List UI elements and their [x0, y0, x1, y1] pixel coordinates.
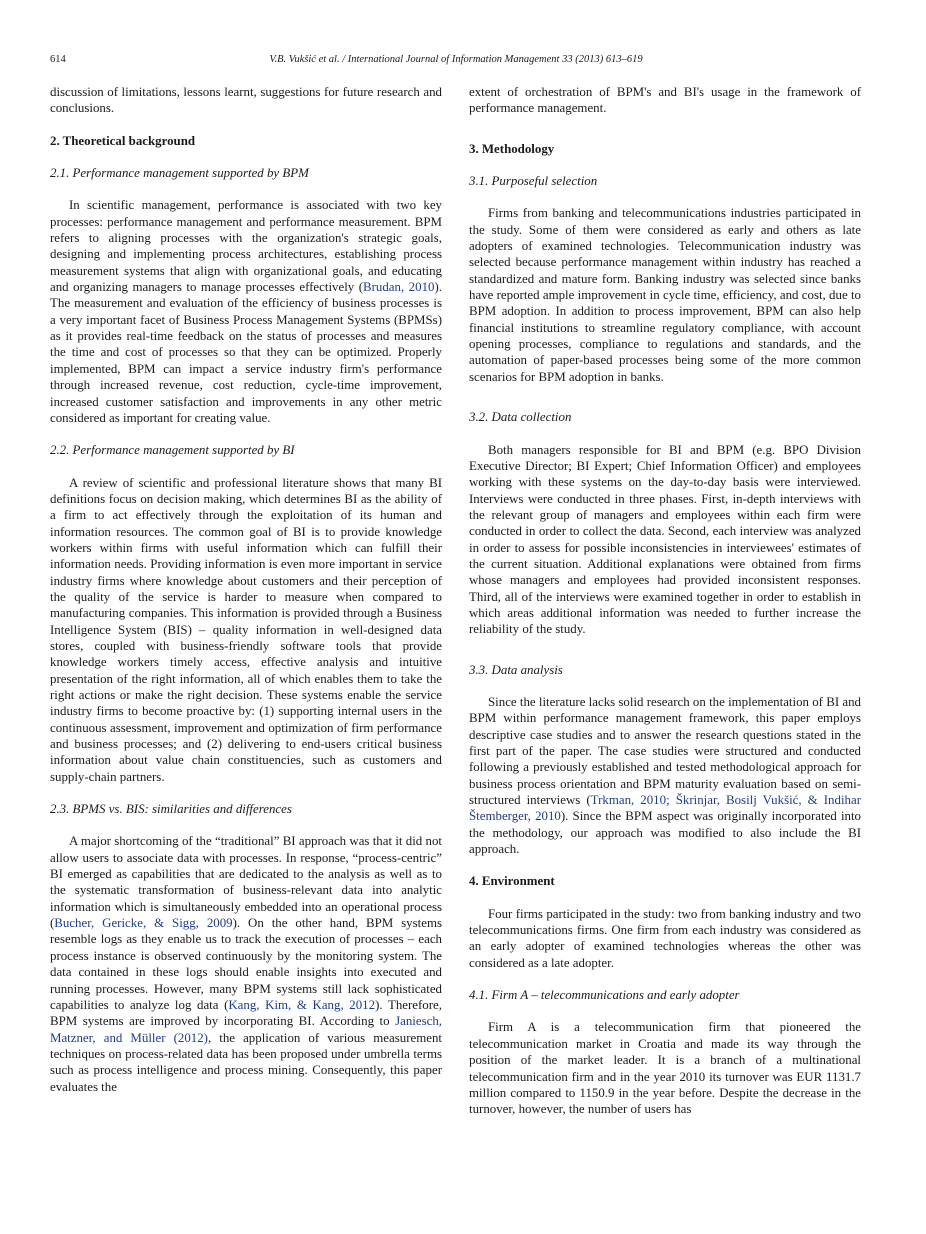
paragraph-3-3: [469, 694, 861, 857]
heading-4-1: 4.1. Firm A – telecommunications and early adopter: [469, 988, 740, 1003]
right-column: [469, 84, 861, 1118]
text-run: ). Therefore, BPM systems are improved by incorporating BI. According to: [50, 997, 442, 1029]
text-run: ). The measurement and evaluation of the efficiency of business processes is a very important facet of Business Process Management Systems (BPMSs) as it provides real-time feedback on the status of processes and measures the time and cost of processes so that they can be optimized. Properly implemented, BPM can impact a service industry firm's performance through increased revenue, cost reduction, cycle-time improvement, increased customer satisfaction and improvements in any other metric considered as important for creating value.: [50, 280, 442, 425]
journal-citation: V.B. Vukšić et al. / International Journal of Information Management 33 (2013) 613–619: [269, 54, 643, 65]
citation-link[interactable]: Brudan, 2010: [363, 280, 435, 295]
text-run: ). Since the BPM aspect was originally incorporated into the methodology, our approach was modified to also include the BI approach.: [469, 809, 861, 857]
running-header: [50, 54, 862, 70]
left-column: [50, 84, 442, 1095]
paragraph-intro-end: discussion of limitations, lessons learnt, suggestions for future research and conclusions.: [50, 85, 442, 116]
heading-environment: 4. Environment: [469, 874, 555, 889]
citation-link[interactable]: Janiesch, Matzner, and Müller (2012): [50, 1014, 442, 1045]
paragraph-4: Four firms participated in the study: two from banking industry and two telecommunications firms. One firm from each industry was considered as an early adopter of examined technologies whereas the other was considered as a late adopter.: [469, 906, 861, 970]
heading-methodology: 3. Methodology: [469, 141, 555, 156]
heading-3-2: 3.2. Data collection: [469, 410, 572, 425]
paragraph-3-2: Both managers responsible for BI and BPM (e.g. BPO Division Executive Director; BI Expert; Chief Information Officer) and employees working with these systems on the day-to-day basis were interviewed. Interviews were conducted in three phases. First, in-depth interviews with the relevant group of managers and employees within each firm were conducted in order to collect the data. Second, each interview was analyzed in order to assess for possible inconsistencies in interviewees' estimates of the current situation. Additional explanations were obtained from firms whose managers and employees had provided inconsistent responses. Third, all of the interviews were examined together in order to establish in which areas additional information was needed to further increase the reliability of the study.: [469, 442, 861, 637]
heading-3-3: 3.3. Data analysis: [469, 662, 563, 677]
citation-link[interactable]: Bucher, Gericke, & Sigg, 2009: [54, 916, 233, 931]
heading-2-3: 2.3. BPMS vs. BIS: similarities and differences: [50, 802, 292, 817]
heading-2-2: 2.2. Performance management supported by BI: [50, 443, 295, 458]
paragraph-3-1: Firms from banking and telecommunications industries participated in the study. Some of them were considered as early and others as late adopters of examined technologies. Telecommunication industry was selected because performance management within industry has reached a standardized and mature form. Banking industry was selected since banks have reported ample improvement in cycle time, efficiency, and cost, due to BPM adoption. In addition to process improvement, BPM can also help financial institutions to streamline regulatory compliance, with account opening processes, compliance to regulations and standards, and the automation of paper-based processes being some of the more common scenarios for BPM adoption in banks.: [469, 206, 861, 384]
paragraph-2-3: [50, 833, 442, 1095]
text-run: , the application of various measurement techniques on process-related data has been proposed under umbrella terms such as process intelligence and process mining. Consequently, this paper evaluates the: [50, 1030, 442, 1094]
heading-2-1: 2.1. Performance management supported by BPM: [50, 166, 309, 181]
text-run: ). On the other hand, BPM systems resemble logs as they enable us to track the execution of processes – each process instance is observed continuously by the monitoring system. The data contained in these logs should enable insights into executed and running processes. However, many BPM systems still lack sophisticated capabilities to analyze log data (: [50, 916, 442, 1012]
heading-theoretical-background: 2. Theoretical background: [50, 133, 196, 148]
citation-link[interactable]: Kang, Kim, & Kang, 2012: [228, 997, 376, 1012]
citation-link[interactable]: Trkman, 2010; Škrinjar, Bosilj Vukšić, & Indihar Štemberger, 2010: [469, 793, 861, 824]
text-run: Since the literature lacks solid research on the implementation of BI and BPM within performance management framework, this paper employs descriptive case studies and to answer the research questions stated in the first part of the paper. The case studies were structured and conducted following a previously established and tested methodological approach for business process orientation and BPM maturity evaluation based on semi-structured interviews (: [469, 694, 861, 808]
paragraph-2-1: [50, 197, 442, 426]
heading-3-1: 3.1. Purposeful selection: [469, 174, 598, 189]
paragraph-2-2: A review of scientific and professional literature shows that many BI definitions focus on decision making, which determines BI as the ability of a firm to act effectively through the exploitation of its human and information resources. The common goal of BI is to provide knowledge workers within firms with useful information which can fulfill their information needs. Providing information is even more important in service industry firms where knowledge about customers and their perception of the quality of the service is harder to measure when compared to manufacturing companies. This information is provided through a Business Intelligence System (BIS) – quality information in well-designed data stores, coupled with business-friendly software tools that provide knowledge workers timely access, effective analysis and intuitive presentation of the right information, all of which enables them to take the right actions or make the right decision. These systems enable the service industry firms to become proactive by: (1) supporting internal users in the continuous assessment, improvement and optimization of firm performance and business processes; and (2) delivering to end-users critical business information about value chain constituencies, such as customers and supply-chain partners.: [50, 475, 442, 784]
page-number: 614: [50, 54, 66, 65]
text-run: In scientific management, performance is associated with two key processes: performance management and performance measurement. BPM refers to aligning processes with the organization's strategic goals, designing and implementing process architectures, establishing process measurement systems that align with organizational goals, and educating and organizing managers to manage processes effectively (: [50, 198, 442, 295]
paragraph-continuation: extent of orchestration of BPM's and BI's usage in the framework of performance management.: [469, 85, 861, 116]
paragraph-4-1: Firm A is a telecommunication firm that pioneered the telecommunication market in Croatia and made its way through the position of the market leader. It is a branch of a multinational telecommunication firm and in the year 2010 its turnover was EUR 1131.7 million compared to 1150.9 in the year before. Despite the decrease in the turnover, however, the number of users has: [469, 1020, 861, 1117]
text-run: A major shortcoming of the “traditional” BI approach was that it did not allow users to associate data with processes. In response, “process-centric” BI emerged as capabilities that are dedicated to the analysis as well as to the systematic transformation of business-relevant data into analytic information which is simultaneously embedded into an operational process (: [50, 834, 442, 931]
